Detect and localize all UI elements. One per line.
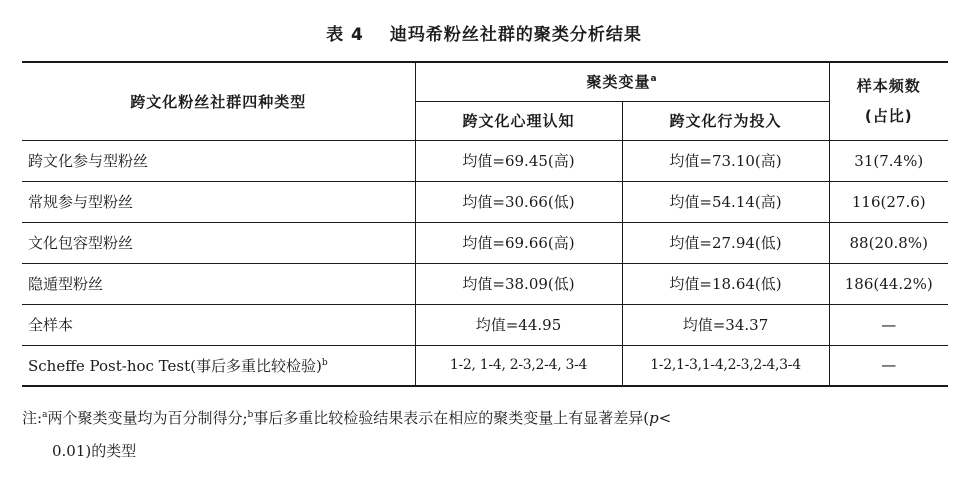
row-type: 隐遁型粉丝 xyxy=(22,263,415,304)
row-behavior: 均值=73.10(高) xyxy=(622,140,829,181)
note-text-b: 事后多重比较检验结果表示在相应的聚类变量上有显著差异( xyxy=(253,409,650,427)
row-sample: 88(20.8%) xyxy=(829,222,948,263)
row-sample: 116(27.6) xyxy=(829,181,948,222)
header-type: 跨文化粉丝社群四种类型 xyxy=(22,62,415,140)
row-type: 文化包容型粉丝 xyxy=(22,222,415,263)
row-cognition: 均值=69.66(高) xyxy=(415,222,622,263)
note-text-a: 两个聚类变量均为百分制得分; xyxy=(47,409,248,427)
note-prefix: 注: xyxy=(22,409,43,427)
note-sup-b: b xyxy=(247,410,254,420)
row-cognition: 均值=38.09(低) xyxy=(415,263,622,304)
header-sample-line1: 样本频数 xyxy=(856,77,921,96)
table-note xyxy=(22,402,952,468)
note-line2: 0.01)的类型 xyxy=(52,442,137,460)
table-row xyxy=(22,263,948,304)
row-type: 跨文化参与型粉丝 xyxy=(22,140,415,181)
table-caption xyxy=(0,20,968,45)
header-sample xyxy=(829,62,948,140)
row-cognition: 均值=69.45(高) xyxy=(415,140,622,181)
table-row xyxy=(22,304,948,345)
header-cluster-variable xyxy=(415,62,829,101)
header-cluster-variable-label: 聚类变量 xyxy=(586,73,651,92)
header-sample-line2: (占比) xyxy=(864,107,913,126)
row-type xyxy=(22,345,415,386)
row-type-sup: b xyxy=(321,357,328,368)
note-lt: < xyxy=(658,409,672,427)
row-cognition: 均值=30.66(低) xyxy=(415,181,622,222)
row-behavior: 均值=27.94(低) xyxy=(622,222,829,263)
row-sample: 186(44.2%) xyxy=(829,263,948,304)
row-behavior: 均值=34.37 xyxy=(622,304,829,345)
row-type: 全样本 xyxy=(22,304,415,345)
table-title: 迪玛希粉丝社群的聚类分析结果 xyxy=(389,25,642,45)
note-p-symbol: p xyxy=(649,409,659,427)
row-cognition: 1-2, 1-4, 2-3,2-4, 3-4 xyxy=(415,345,622,386)
row-sample: — xyxy=(829,304,948,345)
row-behavior: 均值=18.64(低) xyxy=(622,263,829,304)
header-behavior: 跨文化行为投入 xyxy=(622,101,829,140)
row-sample: — xyxy=(829,345,948,386)
row-type-label: Scheffe Post-hoc Test(事后多重比较检验) xyxy=(28,356,322,375)
table-number: 表 4 xyxy=(326,25,364,45)
header-cognition: 跨文化心理认知 xyxy=(415,101,622,140)
row-behavior: 1-2,1-3,1-4,2-3,2-4,3-4 xyxy=(622,345,829,386)
note-sup-a: a xyxy=(42,410,48,420)
row-sample: 31(7.4%) xyxy=(829,140,948,181)
header-cluster-variable-sup: a xyxy=(650,74,658,85)
cluster-analysis-table xyxy=(22,61,948,387)
row-cognition: 均值=44.95 xyxy=(415,304,622,345)
table-row xyxy=(22,140,948,181)
table-row xyxy=(22,181,948,222)
table-row xyxy=(22,222,948,263)
row-behavior: 均值=54.14(高) xyxy=(622,181,829,222)
table-row xyxy=(22,345,948,386)
row-type: 常规参与型粉丝 xyxy=(22,181,415,222)
